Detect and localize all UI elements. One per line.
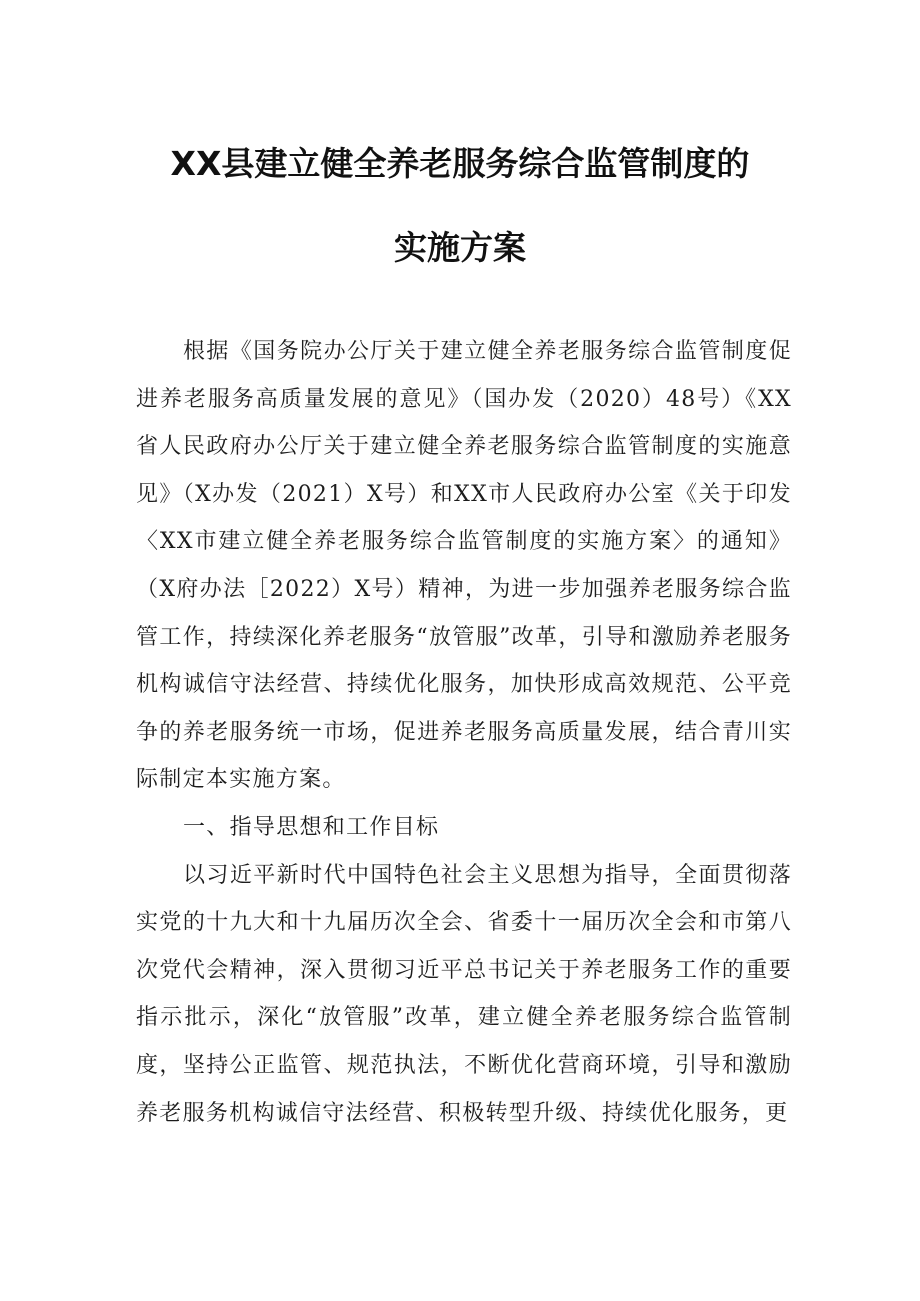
paragraph-guiding-ideology: 以习近平新时代中国特色社会主义思想为指导，全面贯彻落实党的十九大和十九届历次全会、省委十一届历次全会和市第八次党代会精神，深入贯彻习近平总书记关于养老服务工作的重要指示批示，深化“放管服”改革，建立健全养老服务综合监管制度，坚持公正监管、规范执法，不断优化营商环境，引导和激励养老服务机构诚信守法经营、积极转型升级、持续优化服务，更 [136,862,792,1126]
document-body [136,328,792,1137]
paragraph-intro: 根据《国务院办公厅关于建立健全养老服务综合监管制度促进养老服务高质量发展的意见》（国办发（2020）48号）《XX省人民政府办公厅关于建立健全养老服务综合监管制度的实施意见》（X办发（2021）X号）和XX市人民政府办公室《关于印发〈XX市建立健全养老服务综合监管制度的实施方案〉的通知》（X府办法［2022）X号）精神，为进一步加强养老服务综合监管工作，持续深化养老服务“放管服”改革，引导和激励养老服务机构诚信守法经营、持续优化服务，加快形成高效规范、公平竞争的养老服务统一市场，促进养老服务高质量发展，结合青川实际制定本实施方案。 [136,339,792,793]
document-title-line-2: 实施方案 [394,228,526,267]
section-heading-guiding-ideology: 一、指导思想和工作目标 [183,814,440,840]
document-title-line-1: XX县建立健全养老服务综合监管制度的 [170,144,750,183]
